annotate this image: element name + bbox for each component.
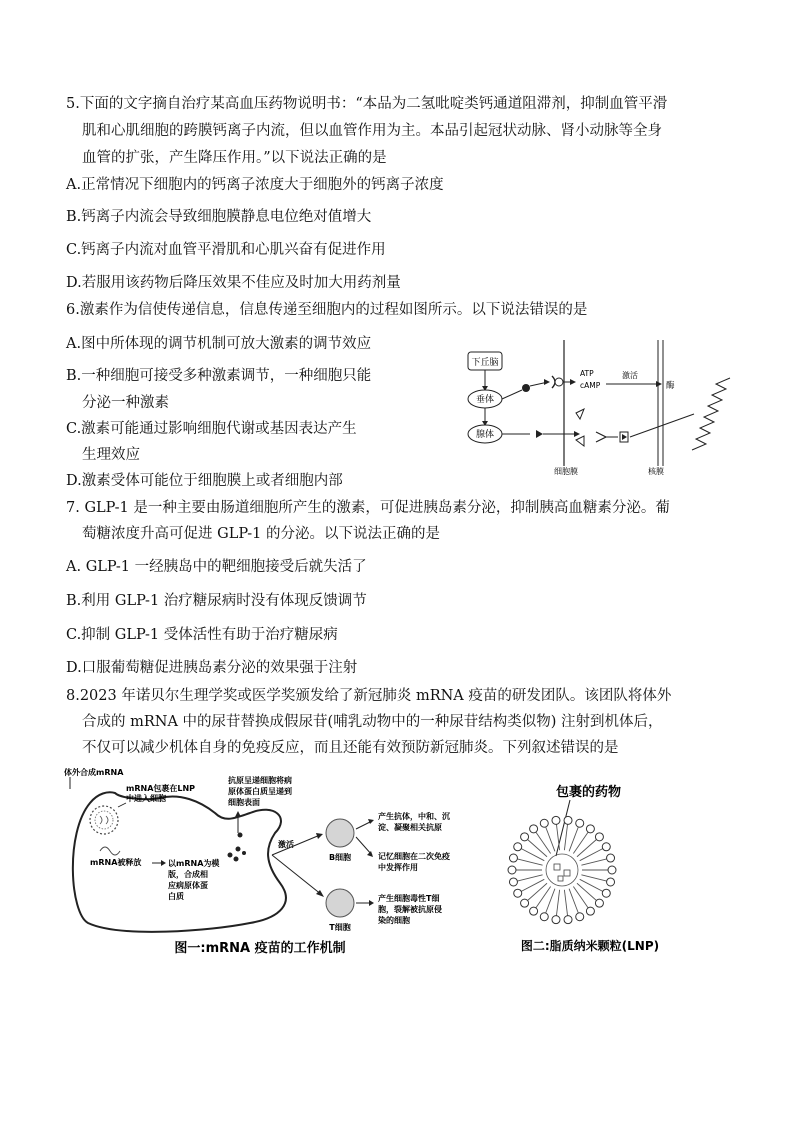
lnp-particle	[90, 806, 118, 834]
pituitary-label: 垂体	[475, 395, 495, 405]
hormone-dot-1	[522, 384, 530, 392]
q7-stem-line-1: 7. GLP-1 是一种主要由肠道细胞所产生的激素，可促进胰岛素分泌，抑制胰高血糖素分泌。葡	[66, 500, 670, 516]
mrna-released-label: mRNA被释放	[90, 858, 142, 867]
q7-option-a: A. GLP-1 一经胰岛中的靶细胞接受后就失活了	[66, 559, 367, 575]
q6-option-b-line-2: 分泌一种激素	[82, 395, 169, 411]
lipid-head	[576, 819, 584, 827]
lipid-head	[521, 899, 529, 907]
lipid-head	[552, 916, 560, 924]
lipid-head	[586, 907, 594, 915]
lipid-tail	[564, 824, 567, 850]
atp-label: ATP	[580, 369, 594, 378]
lipid-head	[514, 889, 522, 897]
template-label-line-2: 版，合成相	[168, 870, 208, 879]
apc-label-line-1: 抗原呈递细胞将病	[228, 776, 292, 785]
t-outcome-line-3: 染的细胞	[378, 916, 410, 925]
dna-coil	[692, 378, 730, 450]
q8-stem-line-3: 不仅可以减少机体自身的免疫反应，而且还能有效预防新冠肺炎。下列叙述错误的是	[82, 740, 619, 756]
drug-molecule-2	[564, 870, 570, 876]
lipid-tail	[577, 883, 596, 900]
lipid-head	[602, 843, 610, 851]
lipid-tail	[581, 875, 606, 881]
lipid-head	[586, 825, 594, 833]
t-cell	[326, 889, 354, 917]
q6-option-c-line-1: C.激素可能通过影响细胞代谢或基因表达产生	[66, 421, 357, 437]
t-outcome-line-1: 产生细胞毒性T细	[378, 894, 440, 903]
q8-stem-line-2: 合成的 mRNA 中的尿苷替换成假尿苷(哺乳动物中的一种尿苷结构类似物) 注射到机体后，	[82, 714, 663, 730]
lipid-tail	[517, 875, 542, 881]
activate-label: 激活	[622, 371, 638, 380]
b-outcome-2-line-2: 中发挥作用	[378, 863, 418, 872]
lipid-tail	[564, 890, 567, 916]
q5-stem-line-3: 血管的扩张，产生降压作用。”以下说法正确的是	[82, 150, 387, 166]
lnp-figure	[490, 778, 700, 963]
b-outcome-2-line-1: 记忆细胞在二次免疫	[378, 852, 450, 861]
lipid-head	[530, 825, 538, 833]
lipid-tail	[580, 879, 603, 891]
lipid-head	[509, 854, 517, 862]
mrna-vaccine-mechanism-figure	[60, 763, 490, 963]
gland-label: 腺体	[475, 430, 495, 440]
q5-stem-line-2: 肌和心肌细胞的跨膜钙离子内流，但以血管作用为主。本品引起冠状动脉、肾小动脉等全身	[82, 123, 662, 139]
lipid-head	[608, 866, 616, 874]
b-outcome-1-line-2: 淀、凝聚相关抗原	[378, 823, 442, 832]
drug-molecule-3	[558, 876, 563, 881]
hypothalamus-label: 下丘脑	[471, 358, 499, 368]
receptor-shape-1	[576, 409, 584, 419]
b-cell	[326, 819, 354, 847]
q6-option-c-line-2: 生理效应	[82, 447, 140, 463]
lnp-label-line-2: 中进入细胞	[126, 794, 166, 803]
lipid-head	[564, 816, 572, 824]
q8-stem-line-1: 8.2023 年诺贝尔生理学奖或医学奖颁发给了新冠肺炎 mRNA 疫苗的研发团队。该团队将体外	[66, 688, 672, 704]
lipid-tail	[521, 879, 544, 891]
activate-label: 激活	[278, 840, 294, 849]
q6-option-d: D.激素受体可能位于细胞膜上或者细胞内部	[66, 473, 343, 489]
lipid-head	[564, 916, 572, 924]
q7-option-b: B.利用 GLP-1 治疗糖尿病时没有体现反馈调节	[66, 593, 367, 609]
b-outcome-1-line-1: 产生抗体，中和、沉	[378, 812, 450, 821]
enzyme-label: 酶	[666, 381, 675, 391]
t-cell-label: T细胞	[329, 923, 351, 932]
q7-option-c: C.抑制 GLP-1 受体活性有助于治疗糖尿病	[66, 627, 338, 643]
lipid-head	[530, 907, 538, 915]
template-label-line-4: 白质	[168, 892, 184, 901]
q6-option-a: A.图中所体现的调节机制可放大激素的调节效应	[66, 336, 372, 352]
apc-label-line-3: 细胞表面	[228, 798, 260, 807]
q5-option-d: D.若服用该药物后降压效果不佳应及时加大用药剂量	[66, 275, 401, 291]
q5-option-b: B.钙离子内流会导致细胞膜静息电位绝对值增大	[66, 209, 372, 225]
drug-label: 包裹的药物	[556, 785, 622, 800]
lipid-head	[607, 854, 615, 862]
q5-option-a: A.正常情况下细胞内的钙离子浓度大于细胞外的钙离子浓度	[66, 177, 444, 193]
template-label-line-3: 应病原体蛋	[168, 881, 208, 890]
lipid-head	[552, 816, 560, 824]
lipid-tail	[528, 883, 547, 900]
receptor-shape-2	[576, 436, 584, 446]
q7-stem-line-2: 萄糖浓度升高可促进 GLP-1 的分泌。以下说法正确的是	[82, 526, 441, 542]
lipid-head	[576, 913, 584, 921]
lipid-tail	[577, 839, 596, 856]
q7-option-d: D.口服葡萄糖促进胰岛素分泌的效果强于注射	[66, 660, 358, 676]
figure-2-caption: 图二:脂质纳米颗粒(LNP)	[520, 939, 660, 953]
lipid-head	[595, 833, 603, 841]
lipid-head	[540, 913, 548, 921]
hormone-triangle	[536, 430, 543, 438]
in-vitro-label: 体外合成mRNA	[64, 768, 124, 777]
lipid-head	[509, 878, 517, 886]
b-cell-label: B细胞	[328, 853, 352, 862]
lipid-head	[540, 819, 548, 827]
q6-stem: 6.激素作为信使传递信息，信息传递至细胞内的过程如图所示。以下说法错误的是	[66, 302, 588, 318]
lipid-head	[602, 889, 610, 897]
lnp-label-line-1: mRNA包裹在LNP	[126, 784, 196, 793]
hormone-signaling-diagram	[460, 340, 760, 480]
lipid-tail	[521, 849, 544, 861]
figure-1-caption: 图一:mRNA 疫苗的工作机制	[174, 941, 346, 956]
lipid-tail	[581, 859, 606, 865]
template-label-line-1: 以mRNA为模	[168, 859, 220, 868]
t-outcome-line-2: 胞，裂解被抗原侵	[378, 905, 442, 914]
nuclear-membrane-label: 核膜	[648, 467, 664, 476]
apc-label-line-2: 原体蛋白质呈递到	[228, 787, 292, 796]
drug-molecule-1	[554, 864, 560, 870]
lipid-head	[514, 843, 522, 851]
q5-stem-line-1: 5.下面的文字摘自治疗某高血压药物说明书：“本品为二氢吡啶类钙通道阻滞剂，抑制血管平滑	[66, 96, 668, 112]
q5-option-c: C.钙离子内流对血管平滑肌和心肌兴奋有促进作用	[66, 242, 386, 258]
lipid-head	[508, 866, 516, 874]
lipid-tail	[580, 849, 603, 861]
lipid-tail	[517, 859, 542, 865]
camp-label: cAMP	[580, 381, 601, 390]
lipid-head	[607, 878, 615, 886]
lipid-tail	[528, 839, 547, 856]
lipid-head	[595, 899, 603, 907]
lipid-tail	[556, 890, 559, 916]
lipid-head	[521, 833, 529, 841]
q6-option-b-line-1: B.一种细胞可接受多种激素调节，一种细胞只能	[66, 368, 372, 384]
cell-membrane-label: 细胞膜	[554, 467, 578, 476]
